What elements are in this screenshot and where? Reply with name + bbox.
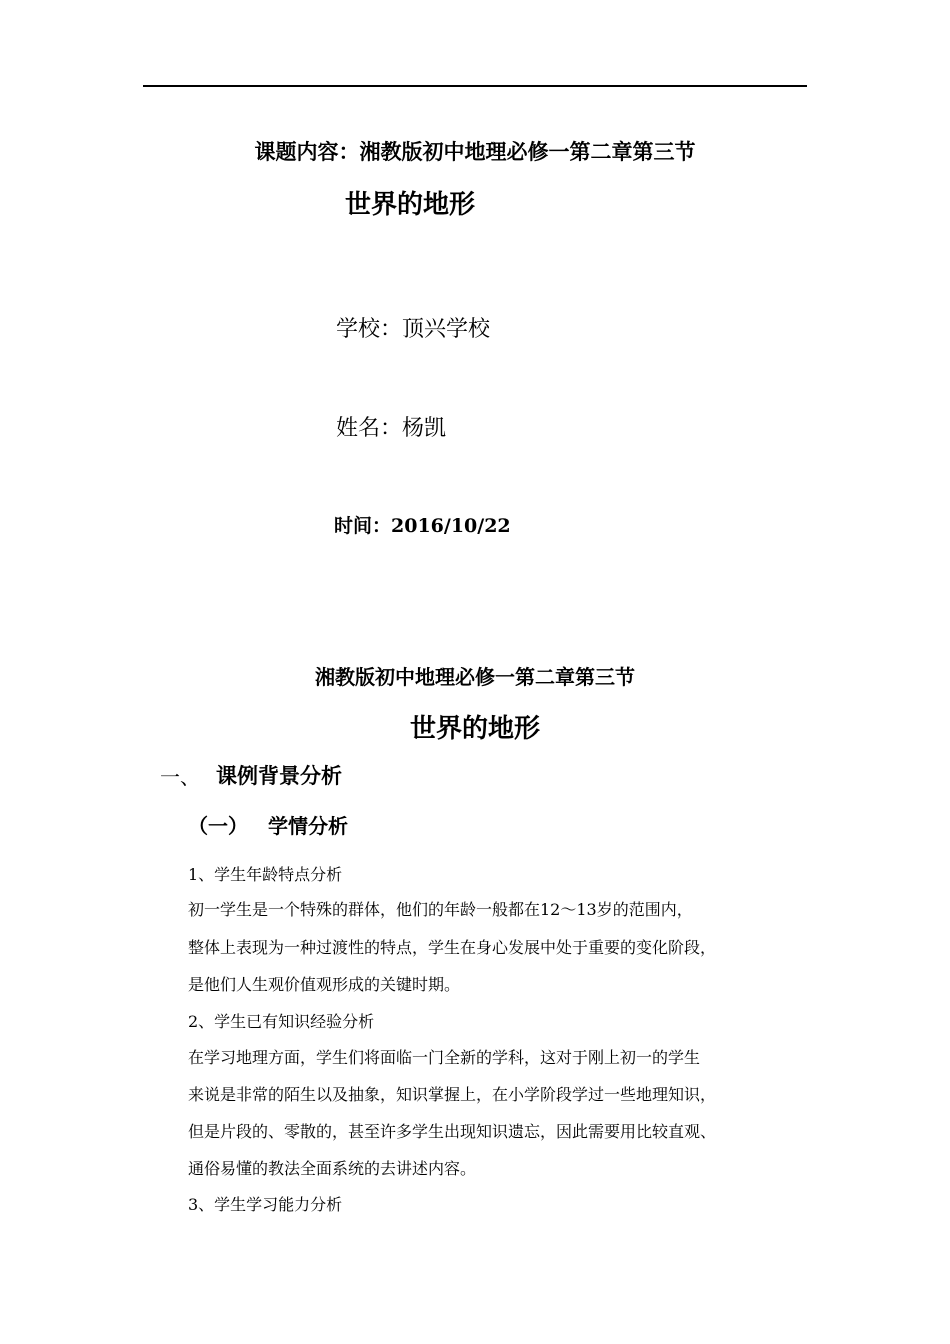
cover-topic: 课题内容：湘教版初中地理必修一第二章第三节 <box>254 140 696 164</box>
cover-time: 时间：2016/10/22 <box>334 515 511 537</box>
cover-name: 姓名：杨凯 <box>336 416 447 441</box>
section-number: 一、 <box>160 765 200 789</box>
body-line: 来说是非常的陌生以及抽象，知识掌握上，在小学阶段学过一些地理知识， <box>188 1085 717 1104</box>
document-title: 世界的地形 <box>409 714 540 744</box>
body-line: 3、学生学习能力分析 <box>188 1195 343 1214</box>
cover-title: 世界的地形 <box>345 190 476 220</box>
body-line: 1、学生年龄特点分析 <box>188 865 343 884</box>
document-subtitle: 湘教版初中地理必修一第二章第三节 <box>315 665 635 689</box>
body-line: 是他们人生观价值观形成的关键时期。 <box>188 975 461 994</box>
section-title: 课例背景分析 <box>216 764 342 788</box>
body-line: 在学习地理方面，学生们将面临一门全新的学科，这对于刚上初一的学生 <box>188 1048 701 1067</box>
body-line: 通俗易懂的教法全面系统的去讲述内容。 <box>188 1159 477 1178</box>
body-line: 初一学生是一个特殊的群体，他们的年龄一般都在12～13岁的范围内， <box>188 900 693 919</box>
subsection-number: （一） <box>188 814 248 838</box>
body-line: 整体上表现为一种过渡性的特点，学生在身心发展中处于重要的变化阶段， <box>188 938 717 957</box>
header-rule <box>143 85 807 87</box>
body-line: 2、学生已有知识经验分析 <box>188 1012 375 1031</box>
body-line: 但是片段的、零散的，甚至许多学生出现知识遗忘，因此需要用比较直观、 <box>188 1122 717 1141</box>
subsection-title: 学情分析 <box>268 814 348 838</box>
subsection-heading <box>188 810 348 839</box>
cover-school: 学校：顶兴学校 <box>336 317 491 342</box>
